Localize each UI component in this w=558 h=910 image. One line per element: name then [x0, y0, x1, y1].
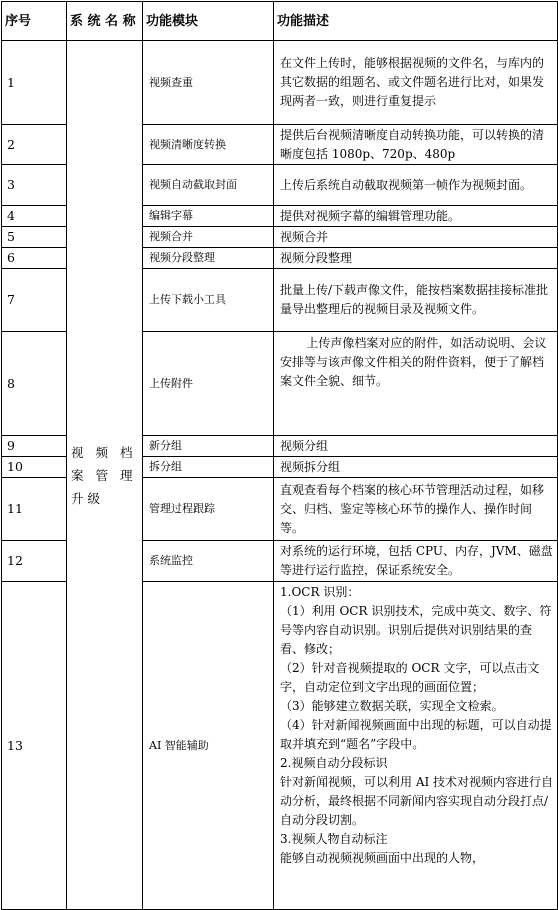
row-description: 视频拆分组	[274, 457, 558, 478]
row-seq: 7	[2, 269, 67, 332]
system-name-cell	[67, 41, 143, 910]
row-seq: 5	[2, 227, 67, 248]
row-seq: 10	[2, 457, 67, 478]
function-table	[1, 1, 558, 910]
header-row	[2, 2, 558, 41]
row-seq: 9	[2, 436, 67, 457]
row-module: 拆分组	[143, 457, 274, 478]
header-seq: 序号	[2, 2, 67, 41]
row-module: 新分组	[143, 436, 274, 457]
row-description: 视频分组	[274, 436, 558, 457]
row-description: 直观查看每个档案的核心环节管理活动过程，如移交、归档、鉴定等核心环节的操作人、操作时间等。	[274, 478, 558, 541]
row-seq: 1	[2, 41, 67, 125]
table-row	[2, 41, 558, 125]
row-description: 在文件上传时，能够根据视频的文件名，与库内的其它数据的组题名、或文件题名进行比对，如果发现两者一致，则进行重复提示	[274, 41, 558, 125]
header-module: 功能模块	[143, 2, 274, 41]
row-seq: 11	[2, 478, 67, 541]
row-module: AI 智能辅助	[143, 582, 274, 910]
row-module: 视频清晰度转换	[143, 125, 274, 165]
row-module: 视频合并	[143, 227, 274, 248]
row-description: 视频合并	[274, 227, 558, 248]
header-system-name: 系 统 名 称	[67, 2, 143, 41]
row-module: 上传附件	[143, 332, 274, 436]
row-seq: 4	[2, 206, 67, 227]
row-description: 1.OCR 识别： （1）利用 OCR 识别技术，完成中英文、数字、符号等内容自动识别。识别后提供对识别结果的查看、修改； （2）针对音视频提取的 OCR 文字，可以点击文字，自动定位到文字出现的画面位置； （3）能够建立数据关联，实现全文检索。 （4）针对新闻视频画面中出现的标题，可以自动提取并填充到“题名”字段中。 2.视频自动分段标识 针对新闻视频，可以利用 AI 技术对视频内容进行自动分析，最终根据不同新闻内容实现自动分段打点/自动分段切割。 3.视频人物自动标注 能够自动视频视频画面中出现的人物，	[274, 582, 558, 910]
row-seq: 8	[2, 332, 67, 436]
row-module: 系统监控	[143, 541, 274, 582]
row-seq: 6	[2, 248, 67, 269]
system-name-line: 升级	[71, 490, 105, 506]
system-name-line: 视 频 档	[71, 444, 137, 460]
row-seq: 3	[2, 165, 67, 206]
row-module: 视频分段整理	[143, 248, 274, 269]
row-description: 提供对视频字幕的编辑管理功能。	[274, 206, 558, 227]
row-module: 上传下载小工具	[143, 269, 274, 332]
row-description: 批量上传/下载声像文件，能按档案数据挂接标准批量导出整理后的视频目录及视频文件。	[274, 269, 558, 332]
row-seq: 2	[2, 125, 67, 165]
system-name-line: 案 管 理	[71, 467, 137, 483]
row-description: 上传声像档案对应的附件，如活动说明、会议安排等与该声像文件相关的附件资料，便于了解档案文件全貌、细节。	[274, 332, 558, 436]
header-description: 功能描述	[274, 2, 558, 41]
row-module: 视频自动截取封面	[143, 165, 274, 206]
row-module: 视频查重	[143, 41, 274, 125]
row-seq: 13	[2, 582, 67, 910]
row-description: 视频分段整理	[274, 248, 558, 269]
row-module: 编辑字幕	[143, 206, 274, 227]
row-description: 对系统的运行环境，包括 CPU、内存，JVM、磁盘等进行运行监控，保证系统安全。	[274, 541, 558, 582]
row-seq: 12	[2, 541, 67, 582]
row-description: 上传后系统自动截取视频第一帧作为视频封面。	[274, 165, 558, 206]
row-description: 提供后台视频清晰度自动转换功能，可以转换的清晰度包括 1080p、720p、480p	[274, 125, 558, 165]
row-module: 管理过程跟踪	[143, 478, 274, 541]
